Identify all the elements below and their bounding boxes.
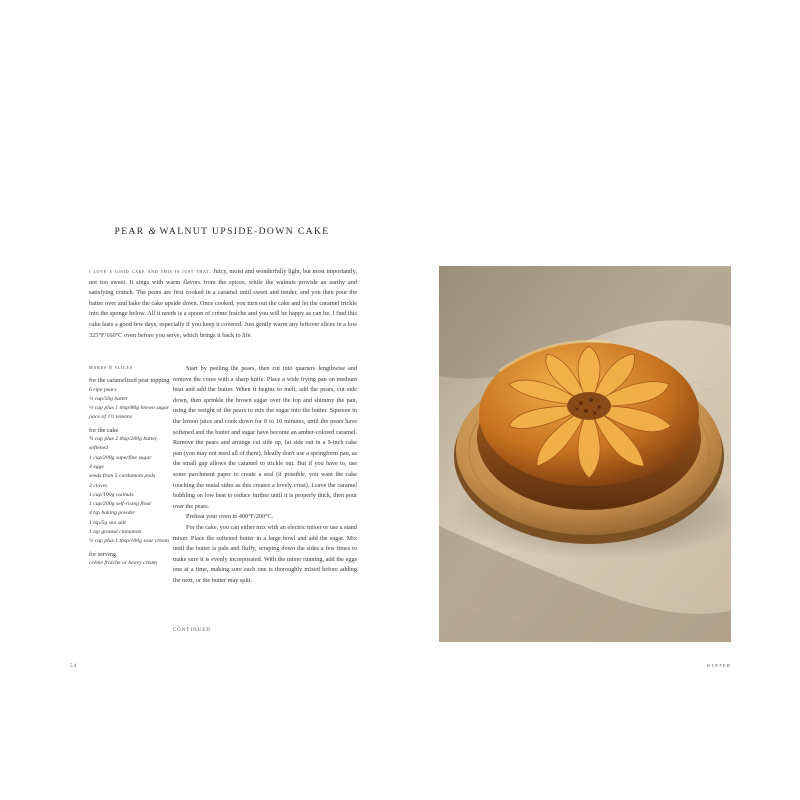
ingredient-item: juice of 1½ lemons [89, 414, 132, 421]
method-paragraph: Preheat your oven to 400°F/200°C. [186, 513, 274, 521]
ingredient-group [89, 386, 174, 423]
continued-label: CONTINUED [173, 628, 211, 633]
intro-body: Juicy, moist and wonderfully light, but most importantly, not too sweet. It sings with warm flavors from the spices, while the walnuts provide an earthy and satisfying crunch. The pears are first cooked in a caramel until sweet and tender, and you then pour the batter over and bake the cake upside down. Once cooked, you turn out the cake and let the caramel trickle into the sponge below. All it needs is a spoon of crème fraîche and you will be happy as can be. I find this cake lasts a good few days, especially if you keep it covered. Just gently warm any leftover slices in a low 325°F/160°C oven before you serve, which brings it back to life. [89, 268, 357, 339]
title-part-1: PEAR [114, 226, 145, 237]
intro-lead: i love a good cake and this is just that. [89, 268, 212, 275]
ingredient-item: 1 cup/200g self-rising flour [89, 501, 152, 508]
ingredient-item: 3 cloves [89, 482, 108, 489]
ingredient-item: 1 tsp ground cinnamon [89, 529, 142, 536]
ingredient-group [89, 559, 174, 568]
ingredients-list [89, 364, 174, 568]
method-text [173, 364, 357, 586]
ingredient-item: 1 cup/100g walnuts [89, 491, 134, 498]
ingredient-item: ¼ cup/50g butter [89, 395, 129, 402]
right-page [400, 0, 800, 800]
recipe-title [88, 226, 356, 237]
ingredient-item: 4 tsp baking powder [89, 510, 136, 517]
ingredient-group [89, 435, 174, 547]
ingredient-group-heading: for serving [89, 550, 116, 558]
ingredient-group-heading: for the caramelized pear topping [89, 377, 170, 385]
ingredient-item: seeds from 5 cardamom pods [89, 473, 156, 480]
title-part-2: WALNUT UPSIDE-DOWN CAKE [159, 226, 330, 237]
cake-illustration [439, 266, 731, 642]
cake-photo [439, 266, 731, 642]
ingredient-item: 6 ripe pears [89, 386, 117, 393]
section-label: WINTER [706, 663, 731, 668]
yield: makes 8 slices [89, 365, 133, 371]
ingredient-item: 1 tsp/5g sea salt [89, 519, 126, 526]
ingredient-item: ⅓ cup plus 1 tbsp/100g sour cream [89, 538, 169, 545]
ingredient-item: ⅓ cup plus 1 tbsp/80g brown sugar [89, 405, 170, 412]
title-ampersand: & [148, 226, 156, 237]
method-paragraph: For the cake, you can either mix with an electric mixer or use a stand mixer. Place the softened butter in a large bowl and add the sugar. Mix until the butter is pale and fluffy, scraping down the sides a few times to make sure it is evenly incorporated. With the mixer running, add the eggs one at a time, making sure each one is thoroughly mixed before adding the next, or the butter may split. [173, 523, 357, 584]
ingredient-item: ¾ cup plus 2 tbsp/200g butter, softened [89, 436, 158, 452]
recipe-intro [89, 267, 357, 341]
ingredient-item: 4 eggs [89, 463, 104, 470]
ingredient-item: 1 cup/200g superfine sugar [89, 454, 152, 461]
method-paragraph: Start by peeling the pears, then cut into quarters lengthwise and remove the cores with a sharp knife. Place a wide frying pan on medium heat and add the butter. When it begins to melt, add the pears, cut side down, then sprinkle the brown sugar over the top and shimmy the pan, using the weight of the pears to mix the sugar into the butter. Squeeze in the lemon juice and cook down for 8 to 10 minutes, until the pears have softened and the butter and sugar have become an amber-colored caramel. Remove the pears and arrange cut side up, fat side out in a 9-inch cake pan (you may not need all of them). Ideally don't use a springform pan, as the small gap allows the caramel to trickle out. But if you have to, use some parchment paper to create a seal (if possible, you want the cake touching the metal sides as this creates a lovely crust). Leave the caramel bubbling on low heat to reduce further until it is properly thick, then pour over the pears. [173, 365, 357, 510]
page-number: 54 [70, 663, 78, 669]
ingredient-group-heading: for the cake [89, 426, 119, 434]
ingredient-item: crème fraîche or heavy cream [89, 559, 158, 566]
